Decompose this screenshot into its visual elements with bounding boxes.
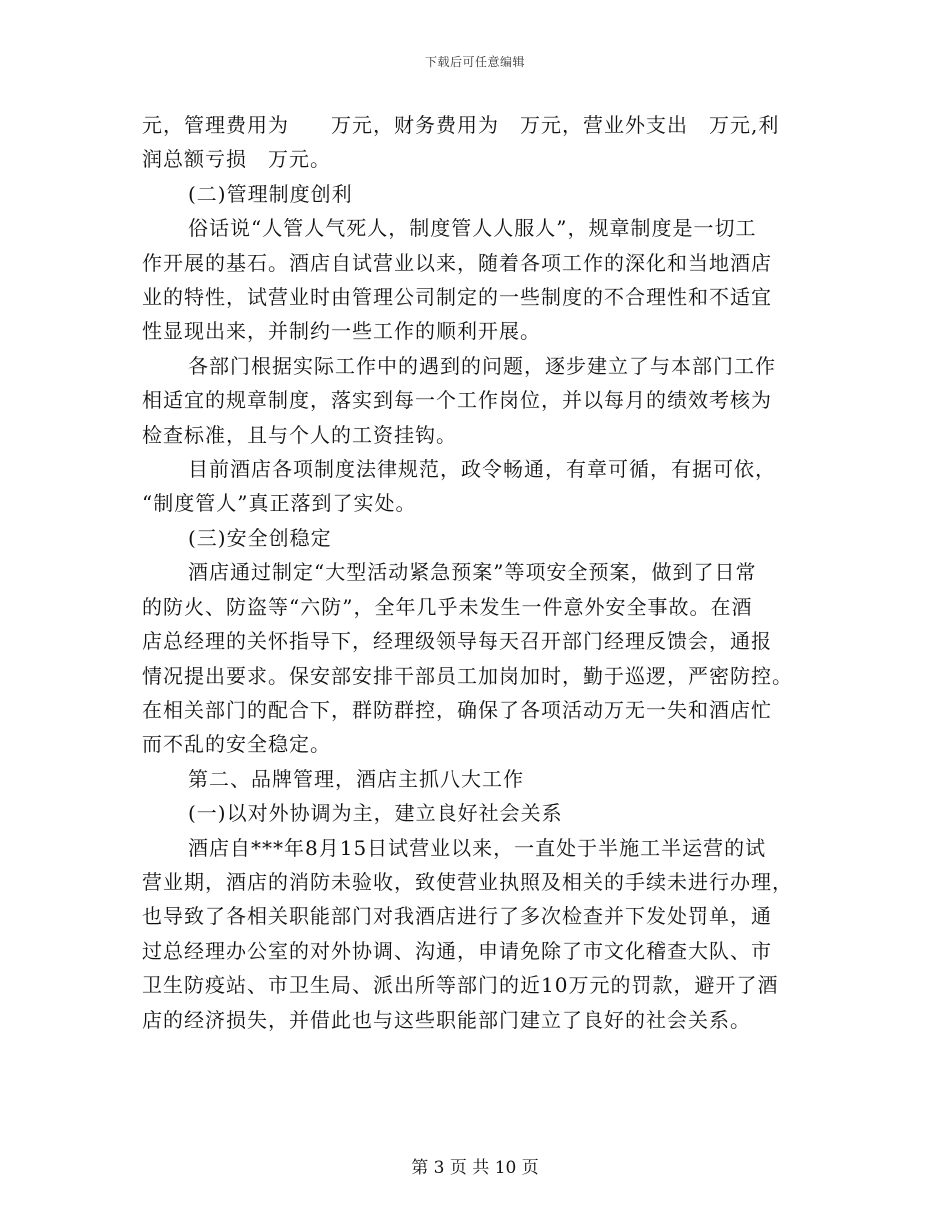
text-line: 俗话说“人管人气死人，制度管人人服人”，规章制度是一切工 [188, 216, 757, 241]
header-note: 下载后可任意编辑 [424, 55, 525, 69]
text-line: 第二、品牌管理，酒店主抓八大工作 [188, 766, 524, 791]
text-line: (二)管理制度创利 [188, 181, 353, 206]
text-line: (三)安全创稳定 [188, 525, 332, 550]
text-line: 相适宜的规章制度，落实到每一个工作岗位，并以每月的绩效考核为 [142, 388, 772, 413]
text-line: 酒店自***年8月15日试营业以来，一直处于半施工半运营的试 [188, 835, 767, 860]
text-line: 元，管理费用为 万元，财务费用为 万元，营业外支出 万元,利 [142, 113, 780, 137]
text-line: 业的特性，试营业时由管理公司制定的一些制度的不合理性和不适宜 [142, 285, 772, 310]
text-line: 酒店通过制定“大型活动紧急预案”等项安全预案，做到了日常 [188, 560, 757, 585]
page-footer: 第 3 页 共 10 页 [411, 1158, 539, 1178]
text-line: 店的经济损失，并借此也与这些职能部门建立了良好的社会关系。 [142, 1007, 751, 1032]
text-line: 各部门根据实际工作中的遇到的问题，逐步建立了与本部门工作 [188, 353, 776, 378]
text-line: (一)以对外协调为主，建立良好社会关系 [188, 801, 563, 826]
text-line: “制度管人”真正落到了实处。 [142, 491, 417, 516]
text-line: 卫生防疫站、市卫生局、派出所等部门的近10万元的罚款，避开了酒 [142, 973, 779, 998]
text-line: 店总经理的关怀指导下，经理级领导每天召开部门经理反馈会，通报 [142, 629, 772, 654]
text-line: 的防火、防盗等“六防”，全年几乎未发生一件意外安全事故。在酒 [142, 594, 753, 619]
text-line: 在相关部门的配合下，群防群控，确保了各项活动万无一失和酒店忙 [142, 697, 772, 722]
text-line: 过总经理办公室的对外协调、沟通，申请免除了市文化稽查大队、市 [142, 938, 772, 963]
text-line: 营业期，酒店的消防未验收，致使营业执照及相关的手续未进行办理， [142, 869, 793, 894]
text-line: 也导致了各相关职能部门对我酒店进行了多次检查并下发处罚单，通 [142, 904, 772, 929]
text-line: 检查标准，且与个人的工资挂钩。 [142, 422, 457, 447]
text-line: 目前酒店各项制度法律规范，政令畅通，有章可循，有据可依， [188, 457, 776, 482]
text-line: 而不乱的安全稳定。 [142, 732, 331, 757]
document-body [142, 108, 808, 1037]
text-line: 作开展的基石。酒店自试营业以来，随着各项工作的深化和当地酒店 [142, 250, 772, 275]
text-line: 润总额亏损 万元。 [142, 147, 331, 172]
text-line: 情况提出要求。保安部安排干部员工加岗加时，勤于巡逻，严密防控。 [142, 663, 793, 688]
text-line: 性显现出来，并制约一些工作的顺利开展。 [142, 319, 541, 344]
